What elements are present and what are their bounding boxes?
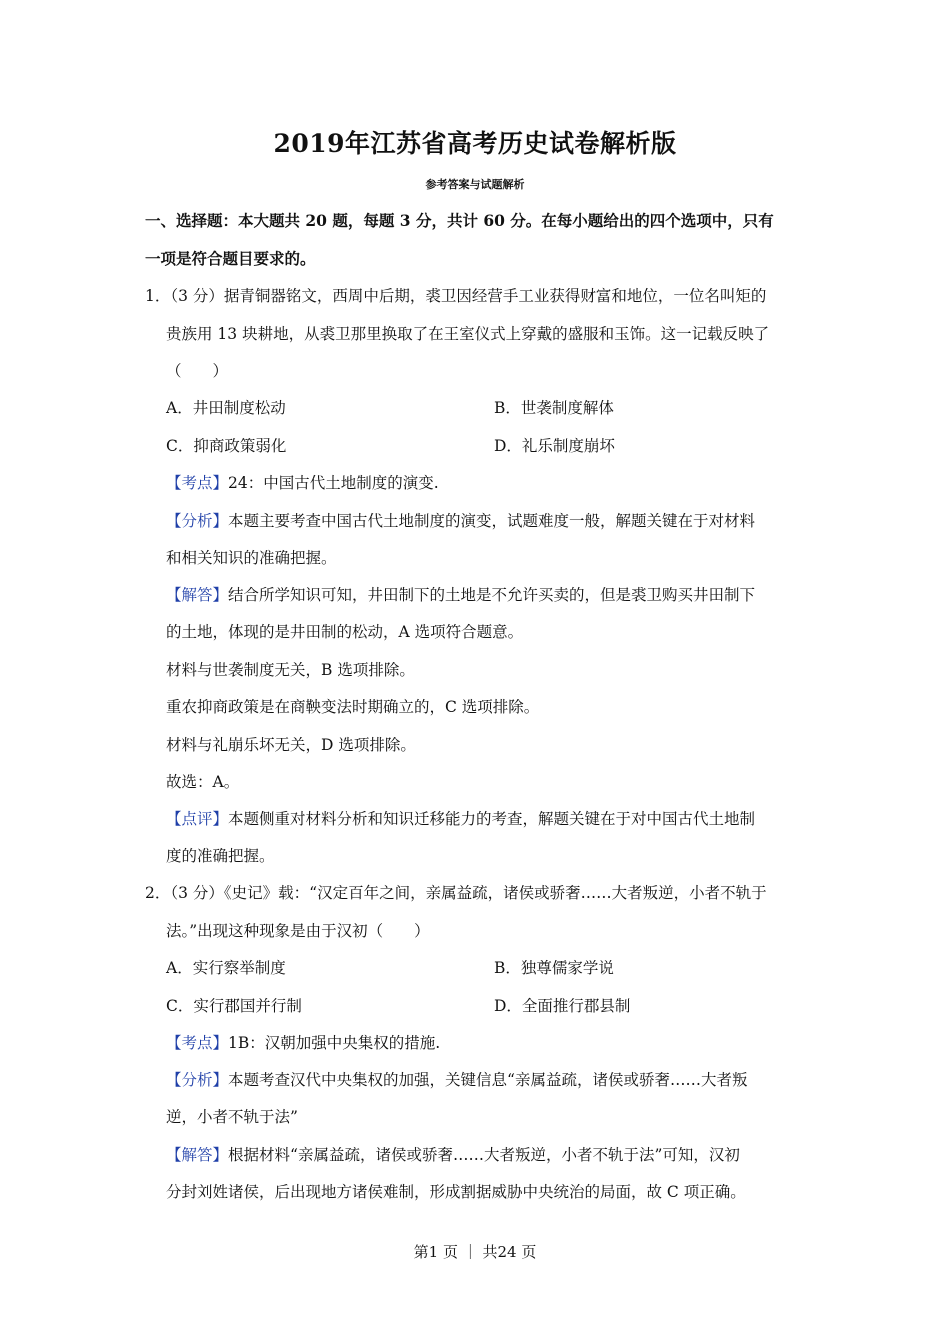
q2-stem-line-2: 法。”出现这种现象是由于汉初（ ） — [166, 922, 430, 940]
q2-jieda-line-1 — [166, 1144, 740, 1166]
q2-option-a: A．实行察举制度 — [166, 959, 286, 977]
section-heading-line-1: 一、选择题：本大题共 20 题，每题 3 分，共计 60 分。在每小题给出的四个选项中，只有 — [145, 211, 774, 230]
fenxi-tag: 【分析】 — [166, 1071, 229, 1089]
q1-fenxi-text-1: 本题主要考查中国古代土地制度的演变，试题难度一般，解题关键在于对材料 — [228, 512, 756, 530]
q2-kaodian — [166, 1032, 440, 1054]
q1-option-c: C．抑商政策弱化 — [166, 437, 287, 455]
kaodian-tag: 【考点】 — [166, 474, 229, 492]
q1-fenxi-line-1 — [166, 510, 755, 532]
q1-jieda-line-6: 故选：A。 — [166, 773, 240, 791]
q2-kaodian-text: 1B：汉朝加强中央集权的措施. — [228, 1034, 441, 1052]
q2-option-b: B．独尊儒家学说 — [494, 959, 614, 977]
page-footer: 第1 页 ｜ 共24 页 — [413, 1243, 537, 1261]
q2-fenxi-line-2: 逆，小者不轨于法” — [166, 1108, 298, 1126]
section-heading-line-2: 一项是符合题目要求的。 — [145, 249, 316, 268]
q1-dianping-line-2: 度的准确把握。 — [166, 847, 275, 865]
kaodian-tag: 【考点】 — [166, 1034, 229, 1052]
q1-jieda-line-2: 的土地，体现的是井田制的松动，A 选项符合题意。 — [166, 623, 524, 641]
q1-option-b: B．世袭制度解体 — [494, 399, 614, 417]
jieda-tag: 【解答】 — [166, 1146, 229, 1164]
fenxi-tag: 【分析】 — [166, 512, 229, 530]
q2-option-c: C．实行郡国并行制 — [166, 997, 302, 1015]
q1-fenxi-line-2: 和相关知识的准确把握。 — [166, 549, 337, 567]
q1-stem-line-1: 1．（3 分）据青铜器铭文，西周中后期，裘卫因经营手工业获得财富和地位，一位名叫矩的 — [145, 287, 767, 305]
q1-jieda-line-3: 材料与世袭制度无关，B 选项排除。 — [166, 661, 415, 679]
q1-jieda-text-1: 结合所学知识可知，井田制下的土地是不允许买卖的，但是裘卫购买井田制下 — [228, 586, 756, 604]
q1-kaodian-text: 24：中国古代土地制度的演变. — [228, 474, 439, 492]
q2-jieda-line-2: 分封刘姓诸侯，后出现地方诸侯难制，形成割据威胁中央统治的局面，故 C 项正确。 — [166, 1183, 746, 1201]
q1-dianping-text-1: 本题侧重对材料分析和知识迁移能力的考查，解题关键在于对中国古代土地制 — [228, 810, 756, 828]
q2-option-d: D．全面推行郡县制 — [494, 997, 631, 1015]
q1-stem-line-2: 贵族用 13 块耕地，从裘卫那里换取了在王室仪式上穿戴的盛服和玉饰。这一记载反映了 — [166, 325, 770, 343]
dianping-tag: 【点评】 — [166, 810, 229, 828]
q2-fenxi-text-1: 本题考查汉代中央集权的加强，关键信息“亲属益疏，诸侯或骄奢……大者叛 — [228, 1071, 748, 1089]
page-title: 2019年江苏省高考历史试卷解析版 — [273, 129, 677, 158]
q1-jieda-line-5: 材料与礼崩乐坏无关，D 选项排除。 — [166, 736, 416, 754]
q1-jieda-line-1 — [166, 584, 755, 606]
q1-option-d: D．礼乐制度崩坏 — [494, 437, 615, 455]
q2-jieda-text-1: 根据材料“亲属益疏，诸侯或骄奢……大者叛逆，小者不轨于法”可知，汉初 — [228, 1146, 740, 1164]
q2-fenxi-line-1 — [166, 1069, 747, 1091]
q1-option-a: A．井田制度松动 — [166, 399, 286, 417]
q1-dianping-line-1 — [166, 808, 755, 830]
q1-stem-line-3: （ ） — [166, 362, 229, 380]
q2-stem-line-1: 2．（3 分）《史记》载：“汉定百年之间，亲属益疏，诸侯或骄奢……大者叛逆，小者不轨于 — [145, 884, 767, 902]
page-subtitle: 参考答案与试题解析 — [425, 178, 525, 191]
q1-jieda-line-4: 重农抑商政策是在商鞅变法时期确立的，C 选项排除。 — [166, 698, 540, 716]
q1-kaodian — [166, 472, 439, 494]
jieda-tag: 【解答】 — [166, 586, 229, 604]
